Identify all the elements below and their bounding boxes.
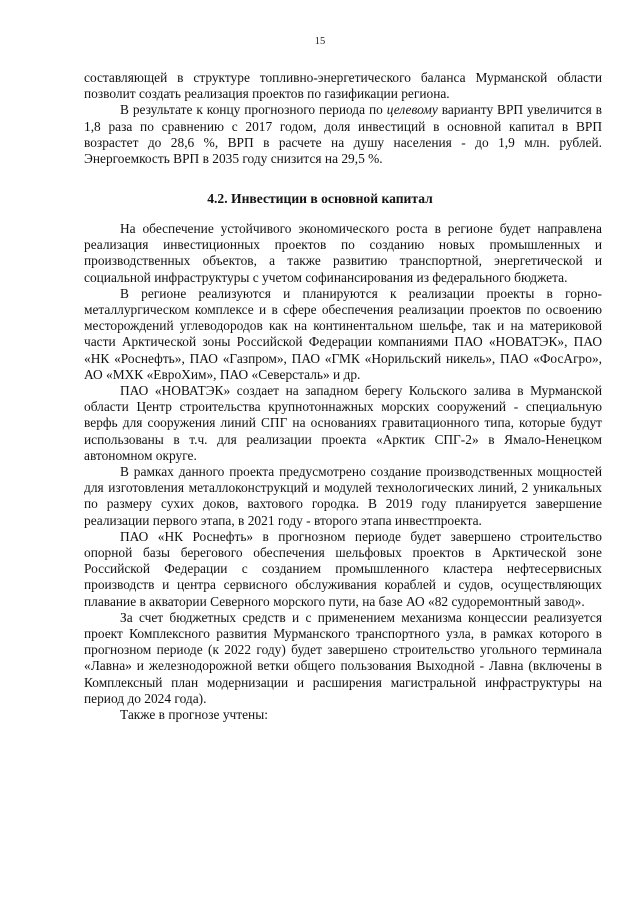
page-number: 15 bbox=[314, 36, 326, 47]
section-paragraph-4: В рамках данного проекта предусмотрено создание производственных мощностей для изготовления металлоконструкций и модулей технологических линий, 2 уникальных по размеру сухих доков, вахтового городка. В 2019 году планируется завершение реализации первого этапа, в 2021 году - второго этапа инвестпроекта. bbox=[84, 464, 602, 528]
section-paragraph-5: ПАО «НК Роснефть» в прогнозном периоде будет завершено строительство опорной базы берегового обеспечения шельфовых проектов в Арктической зоне Российской Федерации с созданием промышленного кластера нефтесервисных производств и центра сервисного обслуживания кораблей и судов, осуществляющих плавание в акватории Северного морского пути, на базе АО «82 судоремонтный завод». bbox=[84, 528, 602, 609]
section-paragraph-3: ПАО «НОВАТЭК» создает на западном берегу Кольского залива в Мурманской области Центр строительства крупнотоннажных морских сооружений - специальную верфь для сооружения линий СПГ на основаниях гравитационного типа, которые будут использованы в т.ч. для реализации проекта «Арктик СПГ-2» в Ямало-Ненецком автономном округе. bbox=[84, 383, 602, 463]
intro-text bbox=[84, 70, 602, 167]
section-paragraph-6: За счет бюджетных средств и с применением механизма концессии реализуется проект Комплексного развития Мурманского транспортного узла, в рамках которого в прогнозном периоде (к 2022 году) будет завершено строительство угольного терминала «Лавна» и железнодорожной ветки общего пользования Выходной - Лавна (включены в Комплексный план модернизации и расширения магистральной инфраструктуры на период до 2024 года). bbox=[84, 609, 602, 706]
intro-paragraph-2-emphasis: целевому bbox=[386, 102, 438, 118]
intro-paragraph-2-start: В результате к концу прогнозного периода по bbox=[120, 102, 387, 118]
section-body bbox=[84, 221, 602, 723]
section-paragraph-1: На обеспечение устойчивого экономического роста в регионе будет направлена реализация инвестиционных проектов по созданию новых промышленных и производственных объектов, а также развитию транспортной, энергетической и социальной инфраструктуры с учетом софинансирования из федерального бюджета. bbox=[84, 221, 602, 285]
intro-paragraph-2-end: варианту ВРП увеличится в 1,8 раза по сравнению с 2017 годом, доля инвестиций в основной капитал в ВРП возрастет до 28,6 %, ВРП в расчете на душу населения - до 1,9 млн. рублей. Энергоемкость ВРП в 2035 году снизится на 29,5 %. bbox=[84, 102, 602, 167]
section-paragraph-7: Также в прогнозе учтены: bbox=[120, 707, 268, 723]
intro-paragraph-1: составляющей в структуре топливно-энергетического баланса Мурманской области позволит создать реализация проектов по газификации региона. bbox=[84, 70, 602, 102]
section-heading: 4.2. Инвестиции в основной капитал bbox=[207, 191, 433, 206]
intro-paragraph-2 bbox=[84, 102, 602, 167]
section-paragraph-2: В регионе реализуются и планируются к реализации проекты в горно-металлургическом комплексе и в сфере обеспечения реализации проектов по освоению месторождений углеводородов как на континентальном шельфе, так и на материковой части Арктической зоны Российской Федерации компаниями ПАО «НОВАТЭК», ПАО «НК «Роснефть», ПАО «Газпром», ПАО «ГМК «Норильский никель», ПАО «ФосАгро», АО «МХК «ЕвроХим», ПАО «Северсталь» и др. bbox=[84, 285, 602, 382]
